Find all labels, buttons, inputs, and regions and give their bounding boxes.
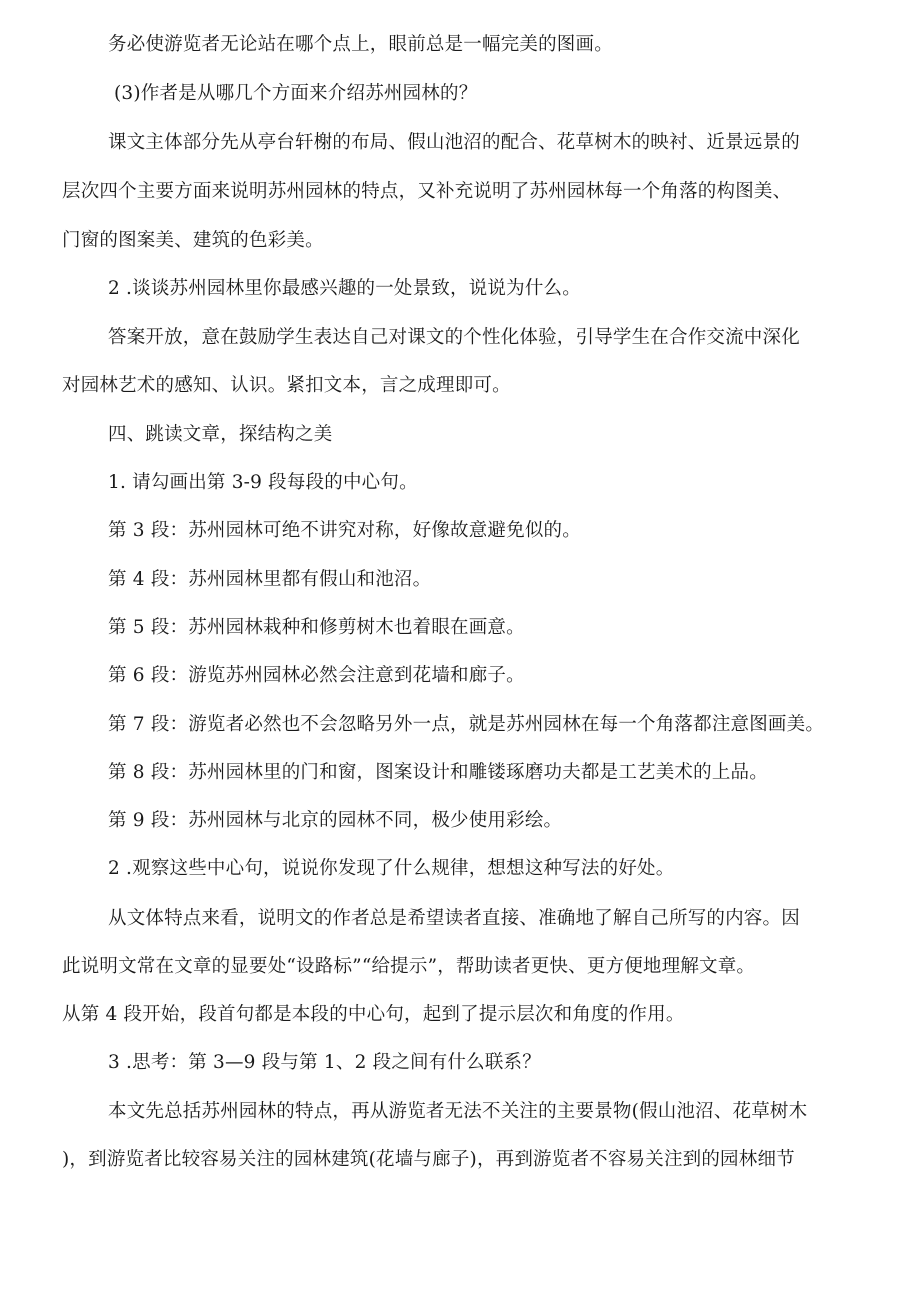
text-line: 务必使游览者无论站在哪个点上，眼前总是一幅完美的图画。	[108, 34, 613, 55]
text-line: 第 7 段：游览者必然也不会忽略另外一点，就是苏州园林在每一个角落都注意图画美。	[108, 714, 825, 735]
section-heading: 四、跳读文章，探结构之美	[108, 424, 333, 445]
text-line: )，到游览者比较容易关注的园林建筑(花墙与廊子)，再到游览者不容易关注到的园林细节	[62, 1149, 795, 1170]
text-line: 从第 4 段开始，段首句都是本段的中心句，起到了提示层次和角度的作用。	[62, 1004, 685, 1025]
question-line: 2 .谈谈苏州园林里你最感兴趣的一处景致，说说为什么。	[108, 278, 581, 299]
text-line: 第 8 段：苏州园林里的门和窗，图案设计和雕镂琢磨功夫都是工艺美术的上品。	[108, 762, 768, 783]
text-line: 层次四个主要方面来说明苏州园林的特点，又补充说明了苏州园林每一个角落的构图美、	[62, 181, 792, 202]
question-line: 1. 请勾画出第 3-9 段每段的中心句。	[108, 472, 418, 493]
text-line: 第 6 段：游览苏州园林必然会注意到花墙和廊子。	[108, 665, 525, 686]
question-line: 3 .思考：第 3—9 段与第 1、2 段之间有什么联系？	[108, 1052, 541, 1073]
text-line: 此说明文常在文章的显要处“设路标”“给提示”，帮助读者更快、更方便地理解文章。	[62, 956, 756, 977]
question-line: 2 .观察这些中心句，说说你发现了什么规律，想想这种写法的好处。	[108, 858, 675, 879]
text-line: 第 9 段：苏州园林与北京的园林不同，极少使用彩绘。	[108, 810, 563, 831]
text-line: 第 3 段：苏州园林可绝不讲究对称，好像故意避免似的。	[108, 520, 581, 541]
text-line: 答案开放，意在鼓励学生表达自己对课文的个性化体验，引导学生在合作交流中深化	[108, 327, 800, 348]
text-line: 对园林艺术的感知、认识。紧扣文本，言之成理即可。	[62, 375, 511, 396]
text-line: 从文体特点来看，说明文的作者总是希望读者直接、准确地了解自己所写的内容。因	[108, 908, 800, 929]
text-line: 门窗的图案美、建筑的色彩美。	[62, 230, 324, 251]
text-line: 课文主体部分先从亭台轩榭的布局、假山池沼的配合、花草树木的映衬、近景远景的	[108, 132, 800, 153]
text-line: 第 4 段：苏州园林里都有假山和池沼。	[108, 569, 432, 590]
text-line: 本文先总括苏州园林的特点，再从游览者无法不关注的主要景物(假山池沼、花草树木	[108, 1101, 808, 1122]
text-line: 第 5 段：苏州园林栽种和修剪树木也着眼在画意。	[108, 617, 525, 638]
question-line: (3)作者是从哪几个方面来介绍苏州园林的？	[114, 83, 478, 104]
